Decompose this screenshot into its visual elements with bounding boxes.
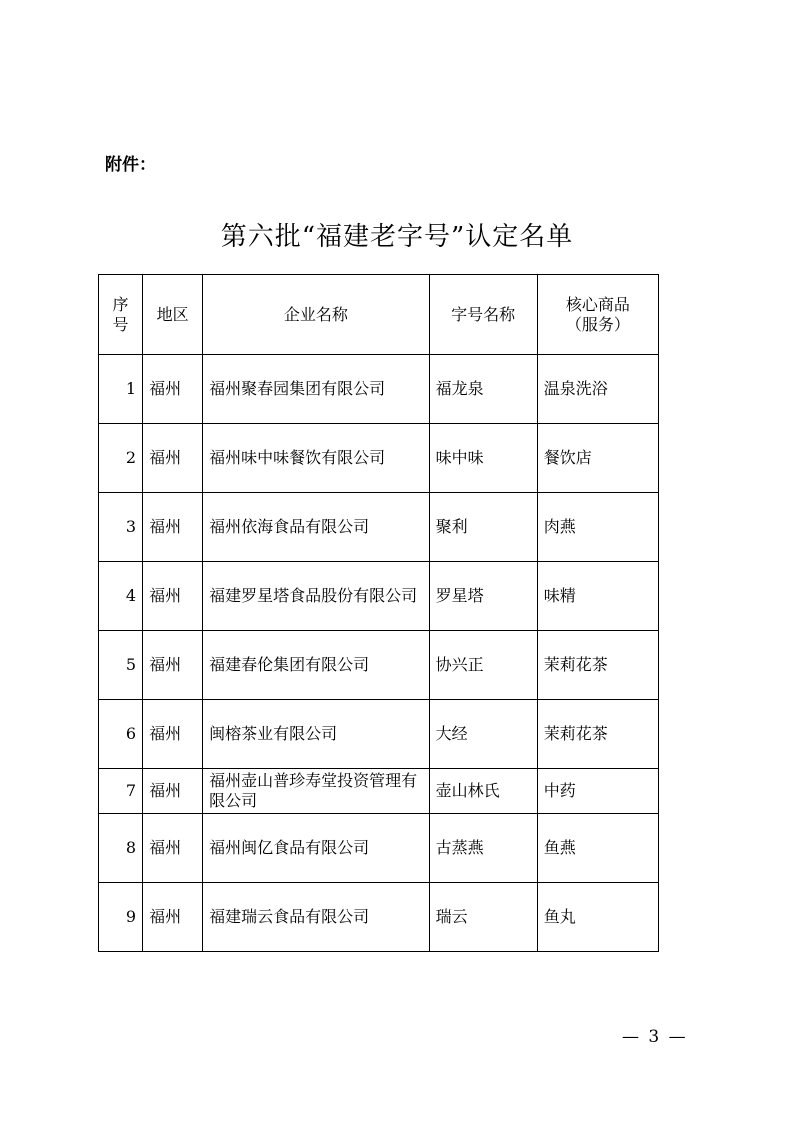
seq-cell: 4 bbox=[99, 562, 143, 631]
brand-cell: 味中味 bbox=[429, 424, 537, 493]
header-seq: 序 号 bbox=[99, 275, 143, 355]
company-cell: 福州依海食品有限公司 bbox=[203, 493, 429, 562]
company-cell: 闽榕茶业有限公司 bbox=[203, 700, 429, 769]
brand-cell: 瑞云 bbox=[429, 883, 537, 952]
product-cell: 茉莉花茶 bbox=[537, 700, 658, 769]
region-cell: 福州 bbox=[143, 562, 203, 631]
seq-cell: 8 bbox=[99, 814, 143, 883]
brand-cell: 罗星塔 bbox=[429, 562, 537, 631]
brand-cell: 聚利 bbox=[429, 493, 537, 562]
seq-cell: 9 bbox=[99, 883, 143, 952]
seq-cell: 3 bbox=[99, 493, 143, 562]
brand-cell: 古蒸燕 bbox=[429, 814, 537, 883]
region-cell: 福州 bbox=[143, 355, 203, 424]
brand-cell: 大经 bbox=[429, 700, 537, 769]
company-cell: 福建瑞云食品有限公司 bbox=[203, 883, 429, 952]
table-row bbox=[99, 562, 659, 631]
page-number: — 3 — bbox=[622, 1027, 688, 1047]
table-row bbox=[99, 355, 659, 424]
table-row bbox=[99, 883, 659, 952]
region-cell: 福州 bbox=[143, 424, 203, 493]
seq-cell: 6 bbox=[99, 700, 143, 769]
header-product: 核心商品 （服务） bbox=[537, 275, 658, 355]
company-cell: 福州聚春园集团有限公司 bbox=[203, 355, 429, 424]
region-cell: 福州 bbox=[143, 814, 203, 883]
table-row bbox=[99, 493, 659, 562]
seq-cell: 7 bbox=[99, 769, 143, 814]
company-cell: 福州壶山普珍寿堂投资管理有限公司 bbox=[203, 769, 429, 814]
region-cell: 福州 bbox=[143, 700, 203, 769]
region-cell: 福州 bbox=[143, 631, 203, 700]
company-cell: 福州闽亿食品有限公司 bbox=[203, 814, 429, 883]
seq-cell: 2 bbox=[99, 424, 143, 493]
header-company: 企业名称 bbox=[203, 275, 429, 355]
table-row bbox=[99, 424, 659, 493]
product-cell: 肉燕 bbox=[537, 493, 658, 562]
product-cell: 鱼丸 bbox=[537, 883, 658, 952]
table-row bbox=[99, 700, 659, 769]
brand-cell: 福龙泉 bbox=[429, 355, 537, 424]
recognition-table bbox=[98, 274, 659, 952]
table-row bbox=[99, 631, 659, 700]
header-brand: 字号名称 bbox=[429, 275, 537, 355]
product-cell: 餐饮店 bbox=[537, 424, 658, 493]
document-title: 第六批“福建老字号”认定名单 bbox=[220, 222, 574, 252]
company-cell: 福建春伦集团有限公司 bbox=[203, 631, 429, 700]
attachment-label: 附件： bbox=[105, 155, 156, 175]
company-cell: 福州味中味餐饮有限公司 bbox=[203, 424, 429, 493]
product-cell: 鱼燕 bbox=[537, 814, 658, 883]
table-row bbox=[99, 814, 659, 883]
table-header-row bbox=[99, 275, 659, 355]
brand-cell: 壶山林氏 bbox=[429, 769, 537, 814]
seq-cell: 1 bbox=[99, 355, 143, 424]
seq-cell: 5 bbox=[99, 631, 143, 700]
region-cell: 福州 bbox=[143, 883, 203, 952]
product-cell: 茉莉花茶 bbox=[537, 631, 658, 700]
company-cell: 福建罗星塔食品股份有限公司 bbox=[203, 562, 429, 631]
table-row bbox=[99, 769, 659, 814]
region-cell: 福州 bbox=[143, 493, 203, 562]
brand-cell: 协兴正 bbox=[429, 631, 537, 700]
region-cell: 福州 bbox=[143, 769, 203, 814]
product-cell: 温泉洗浴 bbox=[537, 355, 658, 424]
product-cell: 味精 bbox=[537, 562, 658, 631]
header-region: 地区 bbox=[143, 275, 203, 355]
product-cell: 中药 bbox=[537, 769, 658, 814]
